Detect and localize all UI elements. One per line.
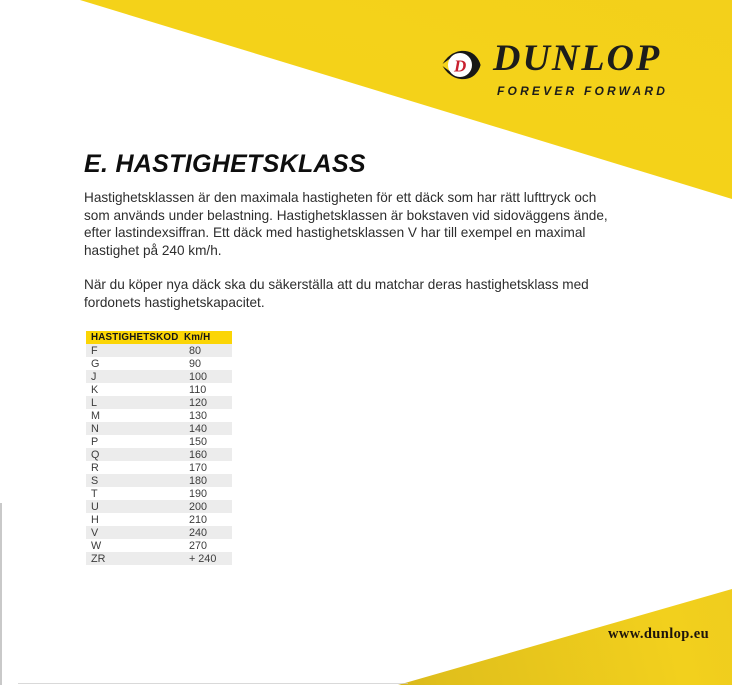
table-row [86, 357, 232, 370]
table-row [86, 344, 232, 357]
emblem-letter: D [454, 56, 467, 76]
table-row [86, 435, 232, 448]
speed-code-cell: W [86, 539, 183, 552]
paragraph-line: Hastighetsklassen är den maximala hastigheten för ett däck som har rätt lufttryck och [84, 190, 597, 205]
speed-code-cell: ZR [86, 552, 183, 565]
website-link[interactable]: www.dunlop.eu [608, 626, 710, 642]
speed-code-cell: U [86, 500, 183, 513]
table-row [86, 487, 232, 500]
speed-code-cell: R [86, 461, 183, 474]
table-row [86, 409, 232, 422]
dunlop-d-arrow-icon [441, 45, 481, 85]
speed-kmh-cell: 190 [183, 487, 232, 500]
table-row [86, 383, 232, 396]
table-header-kmh: Km/H [183, 331, 232, 344]
speed-code-cell: K [86, 383, 183, 396]
paragraph-line: fordonets hastighetskapacitet. [84, 294, 265, 310]
speed-kmh-cell: 120 [183, 396, 232, 409]
speed-kmh-cell: 110 [183, 383, 232, 396]
speed-code-cell: S [86, 474, 183, 487]
body-copy [84, 189, 684, 329]
speed-kmh-cell: 200 [183, 500, 232, 513]
paragraph-line: hastighet på 240 km/h. [84, 242, 222, 258]
table-row [86, 526, 232, 539]
speed-kmh-cell: 180 [183, 474, 232, 487]
dunlop-logo [441, 37, 691, 104]
dunlop-wordmark: DUNLOP [493, 37, 662, 79]
table-row [86, 370, 232, 383]
speed-kmh-cell: 150 [183, 435, 232, 448]
speed-kmh-cell: 100 [183, 370, 232, 383]
body-paragraph [84, 276, 684, 311]
speed-code-cell: L [86, 396, 183, 409]
speed-kmh-cell: 130 [183, 409, 232, 422]
speed-kmh-cell: 90 [183, 357, 232, 370]
page-edge-line-bottom [18, 683, 408, 684]
table-row [86, 461, 232, 474]
table-header-hastighetskod: HASTIGHETSKOD [86, 331, 183, 344]
speed-kmh-cell: 170 [183, 461, 232, 474]
speed-code-cell: P [86, 435, 183, 448]
speed-class-table [86, 331, 232, 565]
speed-code-cell: V [86, 526, 183, 539]
speed-kmh-cell: 210 [183, 513, 232, 526]
speed-code-cell: J [86, 370, 183, 383]
brand-tagline: FOREVER FORWARD [497, 84, 669, 98]
table-row [86, 500, 232, 513]
speed-kmh-cell: 270 [183, 539, 232, 552]
body-paragraph [84, 189, 684, 259]
page-edge-line-left [0, 503, 2, 685]
paragraph-line: som används under belastning. Hastighetsklassen är bokstaven vid sidoväggens ände, [84, 207, 608, 223]
table-row [86, 396, 232, 409]
speed-kmh-cell: + 240 [183, 552, 232, 565]
table-row [86, 552, 232, 565]
speed-kmh-cell: 80 [183, 344, 232, 357]
speed-kmh-cell: 140 [183, 422, 232, 435]
table-header-row [86, 331, 232, 344]
speed-code-cell: H [86, 513, 183, 526]
speed-code-cell: Q [86, 448, 183, 461]
section-title: E. HASTIGHETSKLASS [84, 150, 366, 178]
speed-code-cell: G [86, 357, 183, 370]
paragraph-line: När du köper nya däck ska du säkerställa att du matchar deras hastighetsklass med [84, 277, 589, 293]
table-row [86, 513, 232, 526]
speed-code-cell: M [86, 409, 183, 422]
table-row [86, 448, 232, 461]
speed-kmh-cell: 240 [183, 526, 232, 539]
table-row [86, 422, 232, 435]
speed-kmh-cell: 160 [183, 448, 232, 461]
table-row [86, 539, 232, 552]
speed-code-cell: N [86, 422, 183, 435]
paragraph-line: efter lastindexsiffran. Ett däck med hastighetsklassen V har till exempel en maximal [84, 225, 586, 241]
speed-code-cell: F [86, 344, 183, 357]
speed-code-cell: T [86, 487, 183, 500]
table-row [86, 474, 232, 487]
speed-table-body [86, 344, 232, 565]
